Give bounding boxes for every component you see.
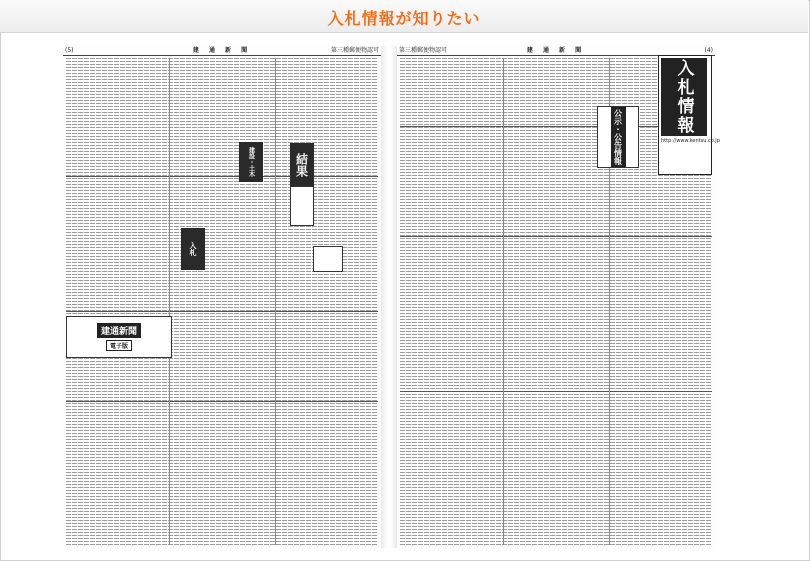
masthead-right: 建 通 新 聞 — [526, 47, 586, 54]
edition-right: 第三種郵便物認可 — [399, 47, 448, 54]
ad-subtitle: 電子版 — [106, 340, 132, 351]
section-heading-nyusatsu: 入札 — [181, 228, 205, 270]
nyusatsu-banner — [658, 55, 720, 175]
ad-title: 建通新聞 — [97, 323, 141, 338]
column-divider — [169, 58, 170, 545]
column-divider — [275, 58, 276, 545]
page-gutter — [381, 46, 397, 548]
divider — [66, 401, 378, 402]
page-header-left — [63, 46, 381, 56]
banner-url: http://www.kentsu.co.jp — [661, 138, 720, 144]
article-text-left — [66, 58, 378, 545]
edition-left: 第三種郵便物認可 — [330, 47, 379, 54]
divider — [66, 311, 378, 312]
divider — [400, 391, 712, 392]
banner-title: 入札情報 — [661, 58, 707, 136]
page-number-left: (5) — [65, 47, 74, 54]
notice-box — [597, 106, 639, 168]
masthead-left: 建 通 新 聞 — [192, 47, 252, 54]
section-heading-kensetsu: 建設・土木 — [239, 142, 263, 182]
section-heading-result: 結果 — [290, 143, 314, 187]
column-divider — [503, 58, 504, 545]
divider — [66, 176, 378, 177]
callout-box — [313, 246, 343, 272]
newspaper-page-left — [63, 46, 381, 548]
page-title: 入札情報が知りたい — [327, 9, 481, 28]
notice-heading: 公示・公告情報 — [611, 107, 626, 167]
page-number-right: (4) — [704, 47, 713, 54]
section-heading-result-sub — [290, 186, 314, 226]
divider — [400, 236, 712, 237]
title-bar — [0, 0, 808, 33]
ad-box — [66, 316, 172, 358]
